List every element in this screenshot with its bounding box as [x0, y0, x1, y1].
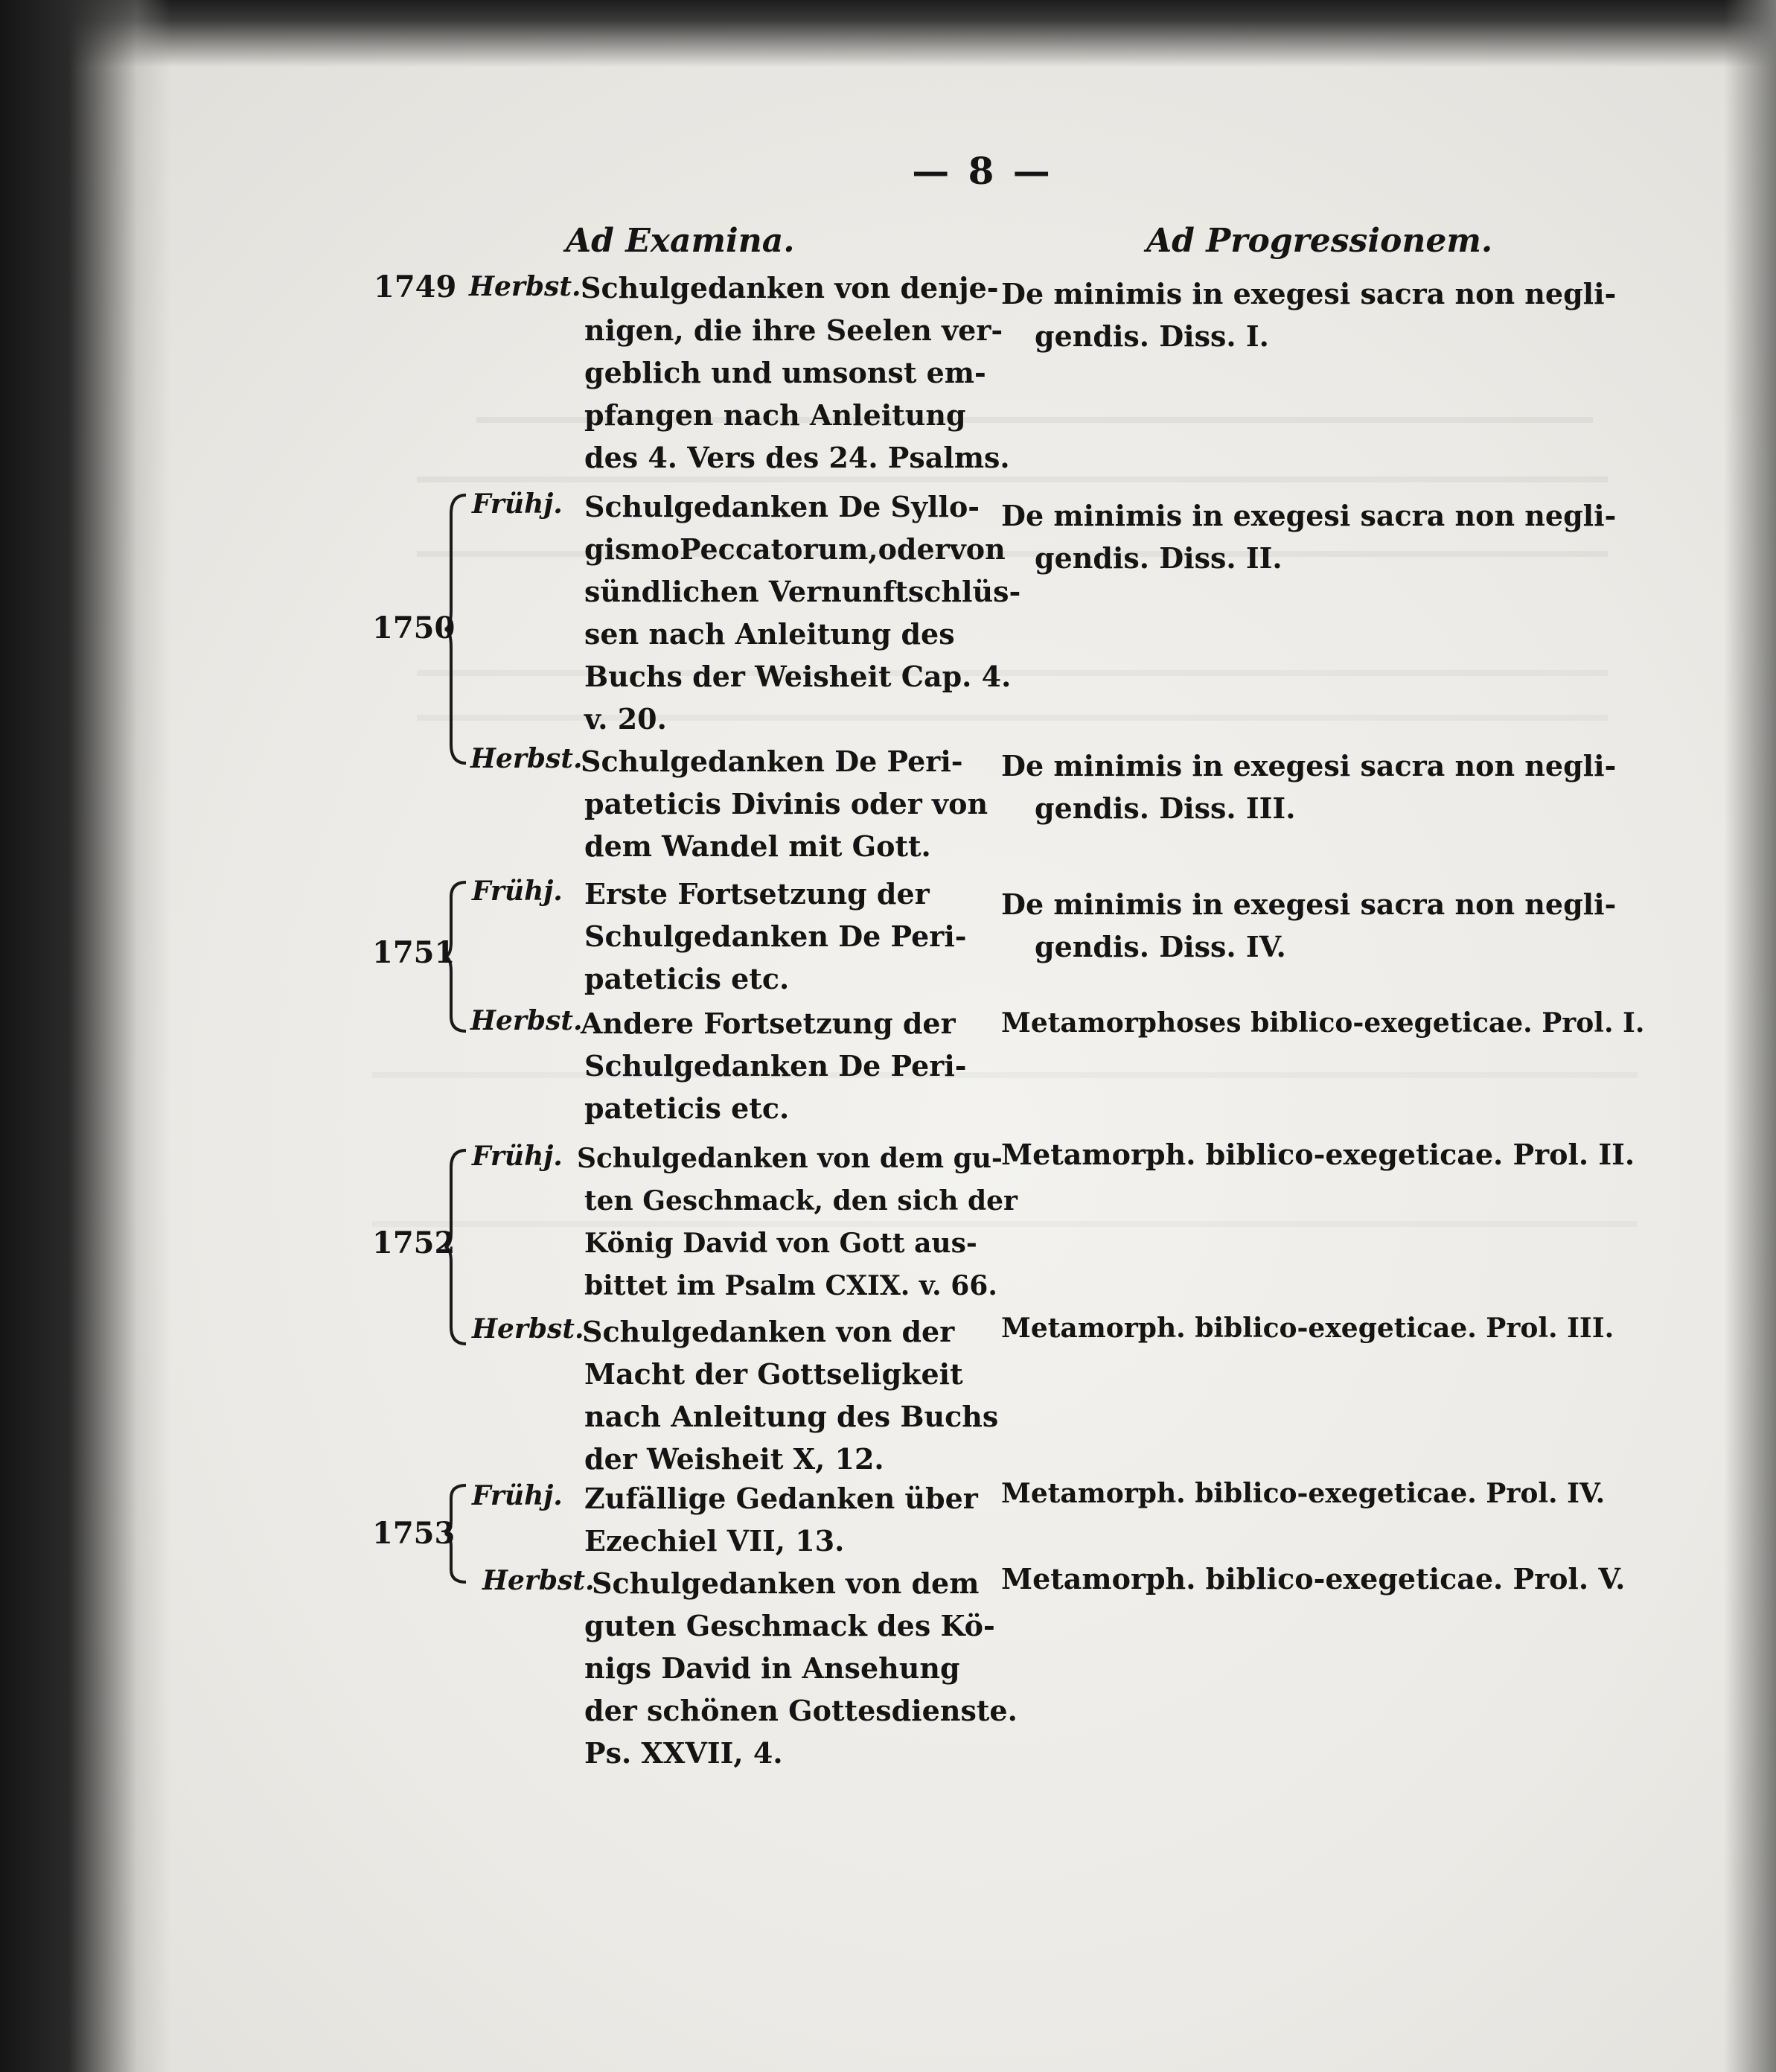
examina-line: Schulgedanken De Peri-: [581, 745, 963, 778]
examina-line: Schulgedanken von dem: [592, 1566, 980, 1600]
progressionem-line: Metamorph. biblico-exegeticae. Prol. V.: [1001, 1562, 1626, 1596]
examina-line: gismoPeccatorum,odervon: [584, 532, 1006, 566]
progressionem-line: De minimis in exegesi sacra non negli-: [1001, 887, 1617, 921]
examina-line: Ps. XXVII, 4.: [584, 1736, 783, 1770]
season-label: Herbst.: [470, 743, 583, 774]
season-label: Frühj.: [472, 876, 563, 907]
examina-line: Zufällige Gedanken über: [584, 1482, 978, 1515]
progressionem-line: De minimis in exegesi sacra non negli-: [1001, 749, 1617, 782]
scan-shadow-left: [0, 0, 171, 2072]
examina-line: v. 20.: [584, 702, 667, 736]
progressionem-line: Metamorph. biblico-exegeticae. Prol. II.: [1001, 1138, 1635, 1171]
examina-line: sündlichen Vernunftschlüs-: [584, 575, 1021, 608]
page-number: — 8 —: [912, 149, 1053, 193]
examina-line: der Weisheit X, 12.: [584, 1442, 884, 1476]
examina-line: Buchs der Weisheit Cap. 4.: [584, 660, 1012, 693]
examina-line: nigs David in Ansehung: [584, 1651, 960, 1685]
progressionem-line: Metamorph. biblico-exegeticae. Prol. IV.: [1001, 1478, 1606, 1509]
examina-line: ten Geschmack, den sich der: [584, 1185, 1018, 1217]
year-label: 1749: [374, 270, 457, 305]
progressionem-line: Metamorph. biblico-exegeticae. Prol. III.: [1001, 1313, 1614, 1344]
scan-shadow-top: [0, 0, 1776, 67]
year-label: 1750: [372, 611, 456, 645]
examina-line: König David von Gott aus-: [584, 1228, 977, 1259]
progressionem-line: De minimis in exegesi sacra non negli-: [1001, 499, 1617, 532]
header-ad-examina: Ad Examina.: [566, 222, 795, 260]
season-label: Frühj.: [472, 1141, 563, 1172]
examina-line: Schulgedanken von der: [582, 1315, 955, 1348]
year-label: 1752: [372, 1225, 456, 1260]
examina-line: nigen, die ihre Seelen ver-: [584, 313, 1003, 347]
year-label: 1753: [372, 1516, 456, 1551]
examina-line: bittet im Psalm CXIX. v. 66.: [584, 1270, 997, 1301]
progressionem-line: gendis. Diss. II.: [1035, 541, 1283, 575]
examina-line: Andere Fortsetzung der: [581, 1007, 956, 1040]
examina-line: Schulgedanken De Syllo-: [584, 490, 980, 523]
examina-line: Macht der Gottseligkeit: [584, 1357, 963, 1391]
season-label: Frühj.: [472, 488, 563, 520]
examina-line: pateticis Divinis oder von: [584, 787, 988, 820]
progressionem-line: Metamorphoses biblico-exegeticae. Prol. I.: [1001, 1007, 1645, 1039]
season-label: Frühj.: [472, 1480, 563, 1511]
examina-line: sen nach Anleitung des: [584, 617, 955, 651]
progressionem-line: gendis. Diss. IV.: [1035, 930, 1286, 963]
examina-line: Schulgedanken De Peri-: [584, 1049, 967, 1083]
progressionem-line: gendis. Diss. I.: [1035, 319, 1269, 353]
scan-shadow-right: [1724, 0, 1776, 2072]
examina-line: Ezechiel VII, 13.: [584, 1524, 845, 1558]
examina-line: Schulgedanken von denje-: [581, 271, 999, 305]
examina-line: Schulgedanken De Peri-: [584, 919, 967, 953]
examina-line: Erste Fortsetzung der: [584, 877, 930, 911]
season-label: Herbst.: [482, 1565, 595, 1596]
season-label: Herbst.: [470, 1005, 583, 1036]
season-label: Herbst.: [469, 271, 581, 302]
examina-line: der schönen Gottesdienste.: [584, 1694, 1018, 1727]
examina-line: geblich und umsonst em-: [584, 356, 986, 389]
progressionem-line: gendis. Diss. III.: [1035, 791, 1296, 825]
examina-line: pfangen nach Anleitung: [584, 398, 966, 432]
examina-line: dem Wandel mit Gott.: [584, 829, 931, 863]
examina-line: pateticis etc.: [584, 962, 790, 995]
year-label: 1751: [372, 935, 456, 970]
examina-line: pateticis etc.: [584, 1091, 790, 1125]
examina-line: nach Anleitung des Buchs: [584, 1400, 999, 1433]
progressionem-line: De minimis in exegesi sacra non negli-: [1001, 277, 1617, 310]
examina-line: des 4. Vers des 24. Psalms.: [584, 441, 1010, 474]
season-label: Herbst.: [472, 1313, 584, 1345]
examina-line: Schulgedanken von dem gu-: [577, 1143, 1003, 1174]
header-ad-progressionem: Ad Progressionem.: [1146, 222, 1493, 260]
examina-line: guten Geschmack des Kö-: [584, 1609, 995, 1642]
